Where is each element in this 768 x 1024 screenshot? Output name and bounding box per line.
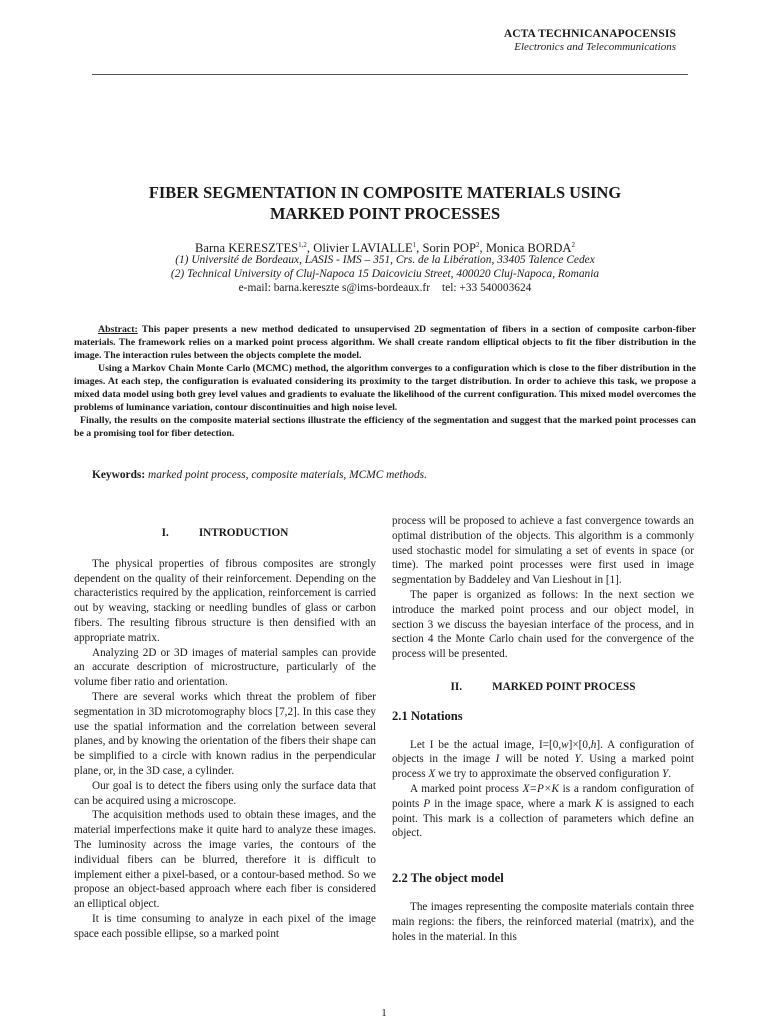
header-rule — [92, 74, 688, 75]
section-title: MARKED POINT PROCESS — [492, 680, 636, 693]
author-3-affil: 2 — [476, 241, 480, 249]
text-run: we try to approximate the observed configuration — [435, 768, 662, 781]
contact-line — [60, 281, 710, 295]
section-heading-introduction — [74, 526, 376, 541]
affiliations — [60, 253, 710, 281]
author-3: Sorin POP — [422, 241, 477, 256]
subsection-heading-object-model: 2.2 The object model — [392, 871, 504, 886]
abstract-paragraph-2: Using a Markov Chain Monte Carlo (MCMC) method, the algorithm converges to a configuration which is close to the fiber distribution in the images. At each step, the configuration is evaluated considering its proximity to the target distribution. In order to achieve this task, we propose a mixed data model using both grey level values and gradients to evaluate the likelihood of the current configuration. This mixed model overcomes the problems of luminance variation, contour discontinuities and high noise level. — [74, 363, 696, 413]
text-run: is assigned to each point. This mark is a collection of parameters which define an object. — [392, 797, 694, 840]
running-header — [504, 28, 676, 53]
author-4: Monica BORDA — [485, 241, 572, 256]
paragraph: The physical properties of fibrous composites are strongly dependent on the quality of their reinforcement. Depending on the characteristics required by the application, reinforcement is carried out by weaving, stacking or needling bundles of glass or carbon fibers. The resulting fibrous structure is then densified with an appropriate matrix. — [74, 557, 376, 644]
author-separator: , — [306, 241, 314, 256]
math-var: h — [590, 738, 597, 751]
subsection-heading-notations: 2.1 Notations — [392, 708, 463, 723]
journal-name: ACTA TECHNICANAPOCENSIS — [503, 28, 676, 40]
text-run: ]×[0, — [568, 738, 591, 751]
author-1: Barna KERESZTES — [194, 241, 299, 256]
section-number: II. — [450, 680, 463, 693]
paper-title — [60, 182, 710, 224]
author-4-affil: 2 — [571, 241, 576, 249]
page-number: 1 — [381, 1007, 387, 1019]
right-column — [392, 514, 694, 944]
math-var: X — [428, 768, 436, 781]
journal-section: Electronics and Telecommunications — [514, 41, 676, 53]
text-run: Let I be the actual image, I=[0, — [410, 738, 562, 751]
abstract-label: Abstract: — [98, 324, 138, 335]
paragraph: The paper is organized as follows: In the next section we introduce the marked point process and our object model, in section 3 we discuss the bayesian interface of the process, and in section 4 the Monte Carlo chain used for the convergence of the process will be presented. — [392, 588, 694, 661]
math-var: I — [495, 753, 500, 766]
section-heading-marked-point-process — [392, 680, 694, 695]
email-address[interactable]: e-mail: barna.kereszte s@ims-bordeaux.fr — [238, 282, 431, 294]
math-var: w — [561, 738, 569, 751]
math-var: K — [595, 797, 603, 810]
paragraph — [392, 782, 694, 841]
section-number: I. — [161, 527, 169, 539]
abstract-paragraph-3: Finally, the results on the composite material sections illustrate the efficiency of the segmentation and suggest that the marked point processes can be a promising tool for fiber detection. — [74, 415, 696, 439]
paragraph: process will be proposed to achieve a fast convergence towards an optimal distribution of the objects. This algorithm is a commonly used stochastic model for simulating a set of events in space (or time). The marked point processes were first used in image segmentation by Baddeley and Van Lieshout in [1]. — [392, 515, 694, 587]
author-2: Olivier LAVIALLE — [313, 241, 413, 256]
keywords — [92, 469, 427, 481]
title-line-2: MARKED POINT PROCESSES — [269, 204, 501, 223]
math-var: Y — [574, 753, 581, 766]
author-separator: , — [416, 241, 423, 256]
affiliation-2: (2) Technical University of Cluj-Napoca 15 Daicoviciu Street, 400020 Cluj-Napoca, Romania — [170, 268, 600, 280]
text-run: . Using a marked point process — [392, 753, 694, 781]
paragraph: The images representing the composite materials contain three main regions: the fibers, the reinforced material (matrix), and the holes in the material. In this — [392, 900, 694, 943]
math-var: X=P×K — [522, 782, 559, 795]
paragraph: The acquisition methods used to obtain these images, and the material imperfections make it quite hard to analyze these images. The luminosity across the image varies, the contours of the individual fibers can be blurred, therefore it is difficult to implement either a pixel-based, or a contour-based method. So we propose an object-based approach where each fiber is considered an elliptical object. — [74, 809, 376, 911]
author-separator: , — [479, 241, 486, 256]
keywords-text: marked point process, composite materials, MCMC methods. — [148, 469, 427, 481]
keywords-label: Keywords: — [92, 469, 146, 481]
author-1-affil: 1,2 — [298, 241, 307, 249]
abstract-paragraph-1: This paper presents a new method dedicated to unsupervised 2D segmentation of fibers in a section of composite carbon-fiber materials. The framework relies on a marked point process algorithm. We shall create random elliptical objects to fit the fiber distribution in the image. The interaction rules between the objects complete the model. — [74, 324, 696, 361]
math-var: P — [423, 797, 431, 810]
text-run: . — [668, 768, 672, 781]
left-column — [74, 514, 376, 942]
affiliation-1: (1) Université de Bordeaux, LASIS - IMS – 351, Crs. de la Libération, 33405 Talence Cedex — [175, 254, 595, 266]
text-run: will be noted — [499, 753, 575, 766]
paragraph: It is time consuming to analyze in each pixel of the image space each possible ellipse, so a marked point — [74, 912, 376, 940]
paragraph: Analyzing 2D or 3D images of material samples can provide an accurate description of microstructure, particularly of the volume fiber ratio and orientation. — [74, 646, 376, 689]
abstract — [74, 323, 696, 440]
paragraph: There are several works which threat the problem of fiber segmentation in 3D microtomography blocs [7,2]. In this case they use the spatial information and the correlation between several planes, and by knowing the orientation of the fibers their shape can be simplified to a circle with known radius in the perpendicular plane, or, in the 3D case, a cylinder. — [74, 690, 376, 777]
author-2-affil: 1 — [412, 241, 417, 249]
text-run: in the image space, where a mark — [430, 797, 596, 810]
title-line-1: FIBER SEGMENTATION IN COMPOSITE MATERIALS USING — [148, 183, 622, 202]
paragraph: Our goal is to detect the fibers using only the surface data that can be acquired using a microscope. — [74, 779, 376, 807]
section-title: INTRODUCTION — [198, 527, 289, 539]
text-run: ]. A configuration of objects in the image — [392, 738, 694, 766]
text-run: is a random configuration of points — [392, 782, 694, 810]
math-var: Y — [662, 768, 669, 781]
paragraph — [392, 738, 694, 782]
telephone: tel: +33 540003624 — [442, 282, 532, 294]
text-run: A marked point process — [410, 782, 523, 795]
